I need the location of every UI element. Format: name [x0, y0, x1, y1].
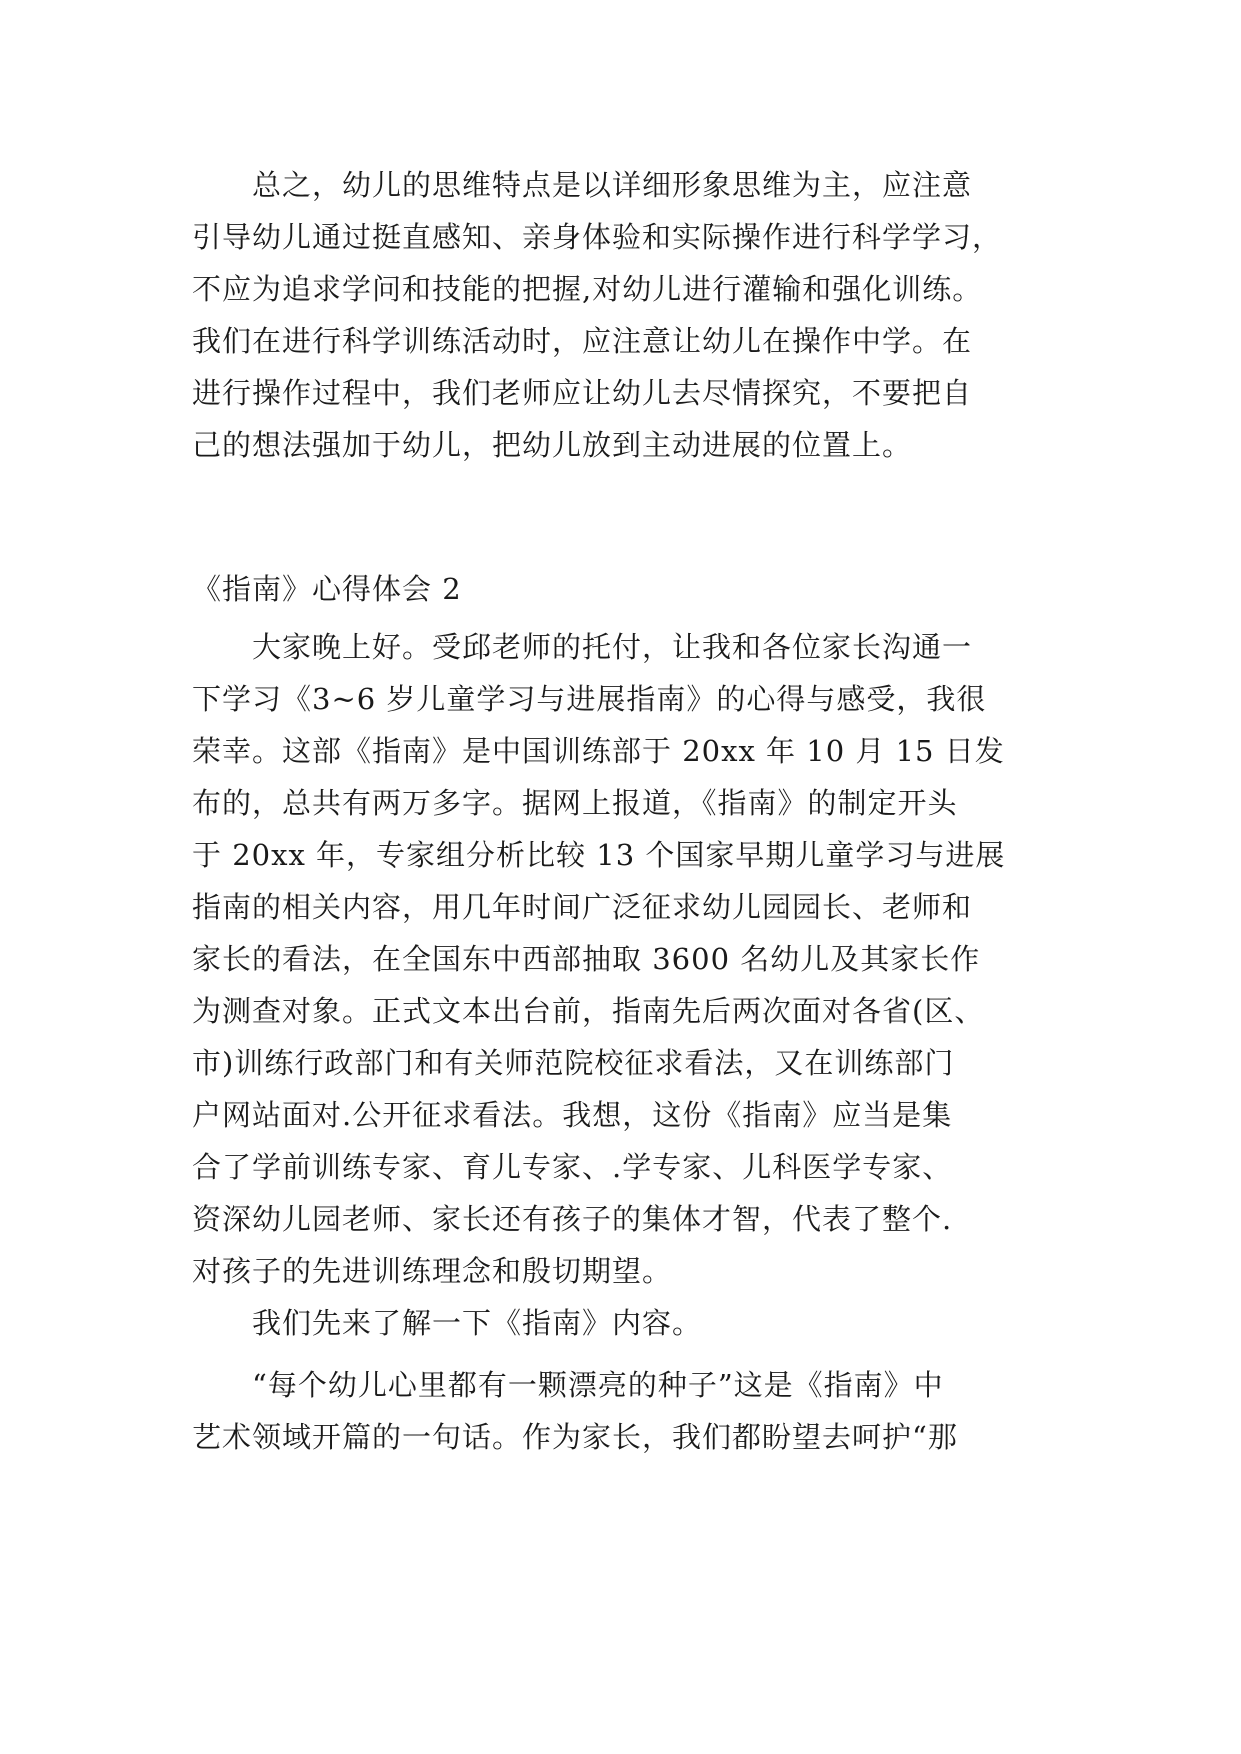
text-line: 资深幼儿园老师、家长还有孩子的集体才智，代表了整个.	[192, 1202, 953, 1236]
paragraph-content-intro: 我们先来了解一下《指南》内容。	[252, 1306, 703, 1340]
text-line: 荣幸。这部《指南》是中国训练部于 20xx 年 10 月 15 日发	[192, 734, 1005, 768]
text-line: 合了学前训练专家、育儿专家、.学专家、儿科医学专家、	[192, 1150, 953, 1184]
text-line: 布的，总共有两万多字。据网上报道，《指南》的制定开头	[192, 786, 958, 820]
text-line: 于 20xx 年，专家组分析比较 13 个国家早期儿童学习与进展	[192, 838, 1006, 872]
text-line: 指南的相关内容，用几年时间广泛征求幼儿园园长、老师和	[192, 890, 973, 924]
text-line: 下学习《3~6 岁儿童学习与进展指南》的心得与感受，我很	[192, 682, 987, 716]
text-line: 家长的看法，在全国东中西部抽取 3600 名幼儿及其家长作	[192, 942, 981, 976]
text-line: 艺术领域开篇的一句话。作为家长，我们都盼望去呵护“那	[192, 1420, 958, 1454]
text-line: “每个幼儿心里都有一颗漂亮的种子”这是《指南》中	[252, 1368, 944, 1402]
section-heading: 《指南》心得体会 2	[192, 572, 462, 606]
text-line: 己的想法强加于幼儿，把幼儿放到主动进展的位置上。	[192, 428, 913, 462]
text-line: 市)训练行政部门和有关师范院校征求看法，又在训练部门	[192, 1046, 955, 1080]
text-line: 为测查对象。正式文本出台前，指南先后两次面对各省(区、	[192, 994, 985, 1028]
text-line: 我们在进行科学训练活动时，应注意让幼儿在操作中学。在	[192, 324, 973, 358]
text-line: 大家晚上好。受邱老师的托付，让我和各位家长沟通一	[252, 630, 973, 664]
text-line: 户网站面对.公开征求看法。我想，这份《指南》应当是集	[192, 1098, 953, 1132]
text-line: 总之，幼儿的思维特点是以详细形象思维为主，应注意	[252, 168, 973, 202]
text-line: 进行操作过程中，我们老师应让幼儿去尽情探究，不要把自	[192, 376, 973, 410]
text-line: 引导幼儿通过挺直感知、亲身体验和实际操作进行科学学习，	[192, 220, 1003, 254]
text-line: 对孩子的先进训练理念和殷切期望。	[192, 1254, 673, 1288]
text-line: 不应为追求学问和技能的把握,对幼儿进行灌输和强化训练。	[192, 272, 983, 306]
